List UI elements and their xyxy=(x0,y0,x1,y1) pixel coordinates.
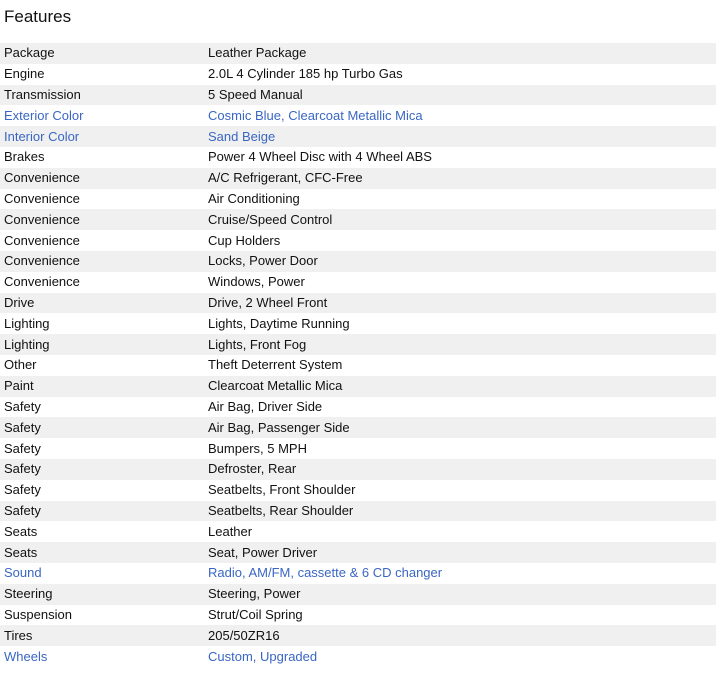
feature-row xyxy=(0,293,716,314)
feature-label: Safety xyxy=(4,461,41,477)
feature-label: Other xyxy=(4,357,37,373)
feature-label: Steering xyxy=(4,586,53,602)
feature-label: Convenience xyxy=(4,170,80,186)
feature-row xyxy=(0,168,716,189)
feature-row xyxy=(0,334,716,355)
feature-value: Leather xyxy=(208,523,253,539)
feature-value: Air Conditioning xyxy=(208,190,300,206)
feature-value: Drive, 2 Wheel Front xyxy=(208,294,328,310)
features-table-body xyxy=(0,43,716,667)
feature-value[interactable]: Radio, AM/FM, cassette & 6 CD changer xyxy=(208,565,443,581)
feature-value: Bumpers, 5 MPH xyxy=(208,440,307,456)
feature-value: Leather Package xyxy=(208,45,307,61)
feature-value[interactable]: Cosmic Blue, Clearcoat Metallic Mica xyxy=(208,107,423,123)
feature-value: Clearcoat Metallic Mica xyxy=(208,378,343,394)
feature-row xyxy=(0,376,716,397)
feature-value: Lights, Front Fog xyxy=(208,336,307,352)
feature-label: Package xyxy=(4,45,55,61)
feature-value: A/C Refrigerant, CFC-Free xyxy=(208,170,363,186)
feature-value: Strut/Coil Spring xyxy=(208,606,303,622)
feature-label: Brakes xyxy=(4,149,45,165)
feature-row xyxy=(0,189,716,210)
feature-value: Defroster, Rear xyxy=(208,461,297,477)
feature-label: Tires xyxy=(4,627,33,643)
feature-row xyxy=(0,521,716,542)
feature-row xyxy=(0,438,716,459)
feature-value: Locks, Power Door xyxy=(208,253,318,269)
feature-label: Seats xyxy=(4,523,38,539)
feature-label[interactable]: Interior Color xyxy=(4,128,80,144)
feature-row xyxy=(0,542,716,563)
feature-value: Cup Holders xyxy=(208,232,281,248)
feature-row xyxy=(0,355,716,376)
page-title: Features xyxy=(4,7,72,26)
feature-label: Convenience xyxy=(4,274,80,290)
features-table xyxy=(0,43,716,667)
feature-row xyxy=(0,85,716,106)
feature-label: Safety xyxy=(4,502,41,518)
feature-row[interactable] xyxy=(0,646,716,667)
feature-value: Windows, Power xyxy=(208,274,305,290)
feature-value: Air Bag, Passenger Side xyxy=(208,419,350,435)
feature-row[interactable] xyxy=(0,563,716,584)
feature-label: Convenience xyxy=(4,232,80,248)
feature-label: Convenience xyxy=(4,253,80,269)
feature-row xyxy=(0,230,716,251)
feature-label: Drive xyxy=(4,294,35,310)
feature-label: Safety xyxy=(4,440,41,456)
feature-label: Safety xyxy=(4,419,41,435)
feature-row xyxy=(0,209,716,230)
feature-row xyxy=(0,417,716,438)
feature-row xyxy=(0,501,716,522)
feature-value: Air Bag, Driver Side xyxy=(208,398,323,414)
feature-value: 205/50ZR16 xyxy=(208,627,280,643)
feature-label: Safety xyxy=(4,398,41,414)
feature-value: Seat, Power Driver xyxy=(208,544,318,560)
feature-label: Paint xyxy=(4,378,34,394)
feature-label[interactable]: Sound xyxy=(4,565,42,581)
feature-row xyxy=(0,459,716,480)
feature-value: Steering, Power xyxy=(208,586,301,602)
feature-row xyxy=(0,147,716,168)
feature-row xyxy=(0,584,716,605)
feature-value: Seatbelts, Rear Shoulder xyxy=(208,502,354,518)
feature-value: Theft Deterrent System xyxy=(208,357,343,373)
feature-label: Convenience xyxy=(4,190,80,206)
feature-value[interactable]: Custom, Upgraded xyxy=(208,648,318,664)
feature-row xyxy=(0,625,716,646)
feature-label: Convenience xyxy=(4,211,80,227)
feature-value: Seatbelts, Front Shoulder xyxy=(208,482,356,498)
feature-label: Engine xyxy=(4,66,45,82)
feature-row xyxy=(0,313,716,334)
feature-row xyxy=(0,272,716,293)
feature-label: Transmission xyxy=(4,86,81,102)
feature-label: Lighting xyxy=(4,336,50,352)
feature-row xyxy=(0,43,716,64)
feature-value: Power 4 Wheel Disc with 4 Wheel ABS xyxy=(208,149,432,165)
feature-label: Seats xyxy=(4,544,38,560)
feature-row[interactable] xyxy=(0,126,716,147)
feature-label: Lighting xyxy=(4,315,50,331)
feature-row[interactable] xyxy=(0,105,716,126)
feature-label: Suspension xyxy=(4,606,72,622)
feature-label[interactable]: Wheels xyxy=(4,648,48,664)
feature-value: 2.0L 4 Cylinder 185 hp Turbo Gas xyxy=(208,66,403,82)
feature-row xyxy=(0,605,716,626)
feature-row xyxy=(0,251,716,272)
feature-label: Safety xyxy=(4,482,41,498)
feature-value: Lights, Daytime Running xyxy=(208,315,350,331)
feature-label[interactable]: Exterior Color xyxy=(4,107,84,123)
feature-row xyxy=(0,64,716,85)
feature-row xyxy=(0,397,716,418)
feature-value: 5 Speed Manual xyxy=(208,86,303,102)
feature-value: Cruise/Speed Control xyxy=(208,211,333,227)
feature-value[interactable]: Sand Beige xyxy=(208,128,276,144)
feature-row xyxy=(0,480,716,501)
